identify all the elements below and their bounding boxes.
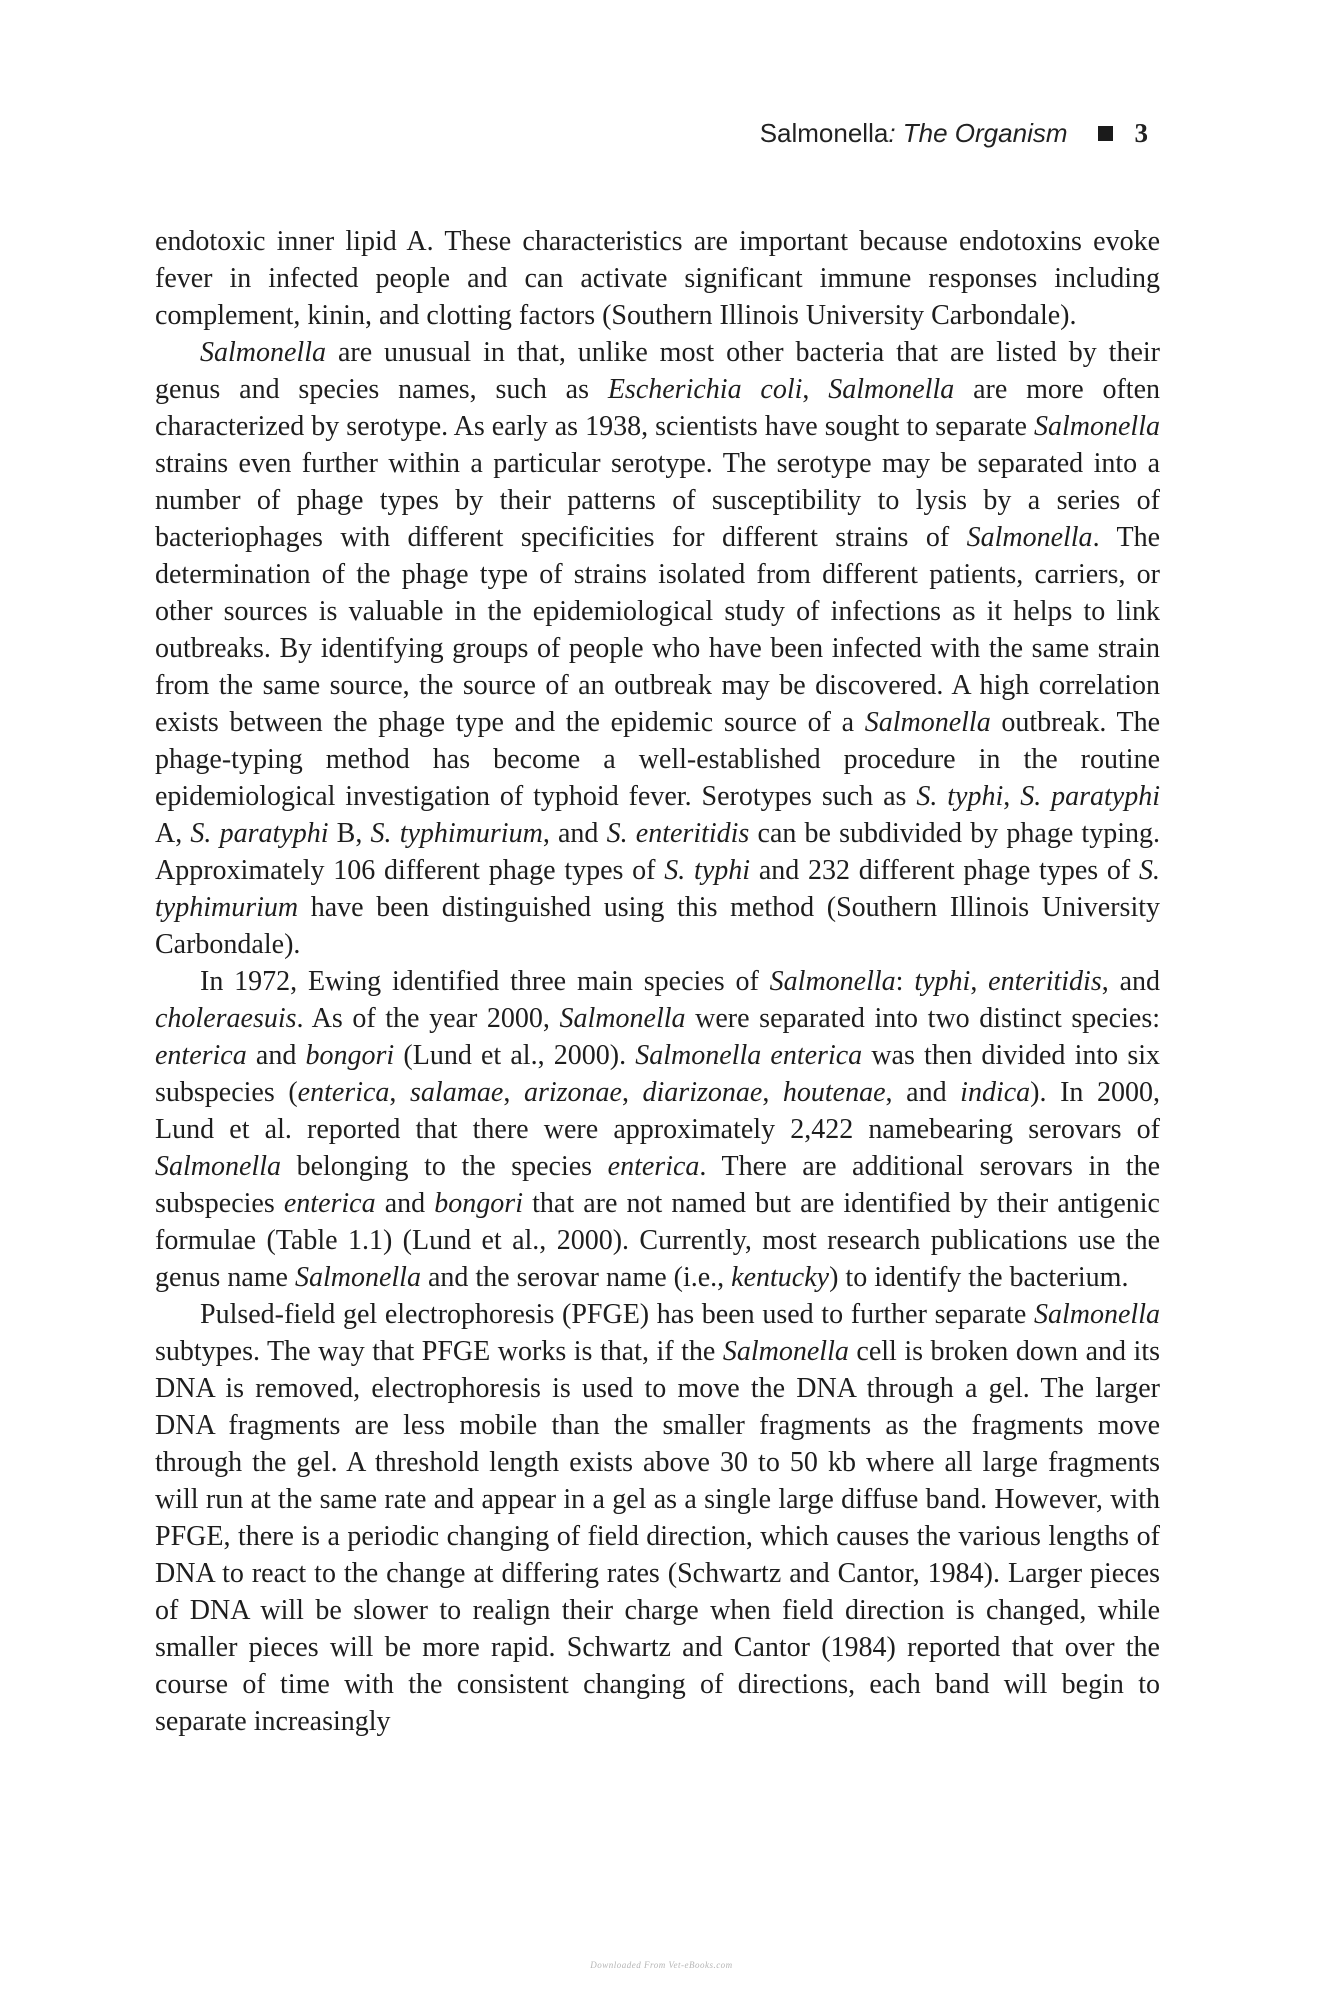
text-run: . The determination of the phage type of strains isolated from different patients, carriers, or other sources is valuable in the epidemiological study of infections as it helps to link outbreaks. By identifying groups of people who have been infected with the same strain from the same source, the source of an outbreak may be discovered. A high correlation exists between the phage type and the epidemic source of a	[155, 522, 1160, 738]
text-run: ) to identify the bacterium.	[829, 1262, 1129, 1293]
text-run: ). In 2000, Lund et al. reported that there were approximately 2,422 namebearing serovars of	[155, 1077, 1161, 1145]
italic-run: Salmonella	[769, 966, 896, 997]
text-run: endotoxic inner lipid A. These characteristics are important because endotoxins evoke fever in infected people and can activate significant immune responses including complement, kinin, and clotting factors (Southern Illinois University Carbondale).	[155, 226, 1160, 331]
italic-run: arizonae	[523, 1077, 622, 1108]
square-bullet-icon	[1098, 126, 1113, 141]
text-run: ,	[389, 1077, 411, 1108]
italic-run: Escherichia coli	[607, 374, 803, 405]
text-run: strains even further within a particular serotype. The serotype may be separated into a number of phage types by their patterns of susceptibility to lysis by a series of bacteriophages with different specificities for different strains of	[155, 448, 1160, 553]
italic-run: S. typhimurium	[155, 855, 1160, 923]
italic-run: Salmonella enterica	[635, 1040, 863, 1071]
italic-run: kentucky	[731, 1262, 830, 1293]
italic-run: S. paratyphi	[190, 818, 329, 849]
italic-run: choleraesuis	[155, 1003, 297, 1034]
footer-watermark: Downloaded From Vet-eBooks.com	[590, 1960, 733, 1970]
italic-run: Salmonella	[1034, 1299, 1160, 1330]
text-run: Pulsed-field gel electrophoresis (PFGE) has been used to further separate	[200, 1299, 1034, 1330]
italic-run: Salmonella	[294, 1262, 421, 1293]
text-run: and	[375, 1188, 435, 1219]
running-head	[760, 118, 1148, 149]
italic-run: houtenae	[782, 1077, 886, 1108]
text-run: In 1972, Ewing identified three main species of	[200, 966, 770, 997]
text-run: subtypes. The way that PFGE works is that, if the	[155, 1336, 723, 1367]
italic-run: enterica	[283, 1188, 376, 1219]
text-run: was then divided into six subspecies (	[155, 1040, 1160, 1108]
italic-run: Salmonella	[864, 707, 991, 738]
italic-run: Salmonella	[722, 1336, 849, 1367]
italic-run: Salmonella	[966, 522, 1093, 553]
text-run: B,	[328, 818, 371, 849]
text-run: , and	[1101, 966, 1160, 997]
italic-run: enterica	[607, 1151, 700, 1182]
text-run: were separated into two distinct species:	[685, 1003, 1160, 1034]
text-run: and	[246, 1040, 306, 1071]
italic-run: indica	[960, 1077, 1031, 1108]
paragraph	[155, 334, 1160, 963]
italic-run: S. paratyphi	[1020, 781, 1161, 812]
text-run: ,	[1003, 781, 1021, 812]
page-number: 3	[1134, 118, 1148, 148]
text-run: belonging to the species	[281, 1151, 608, 1182]
italic-run: bongori	[434, 1188, 523, 1219]
paragraph	[155, 223, 1160, 334]
italic-run: typhi	[914, 966, 971, 997]
text-run: ,	[762, 1077, 783, 1108]
italic-run: S. enteritidis	[606, 818, 750, 849]
italic-run: diarizonae	[642, 1077, 763, 1108]
paragraph	[155, 1296, 1160, 1740]
italic-run: enteritidis	[988, 966, 1102, 997]
text-run: can be subdivided by phage typing. Approximately 106 different phage types of	[155, 818, 1160, 886]
text-run: . There are additional serovars in the subspecies	[155, 1151, 1161, 1219]
text-run: and 232 different phage types of	[750, 855, 1139, 886]
italic-run: S. typhi	[664, 855, 751, 886]
italic-run: S. typhi	[916, 781, 1004, 812]
italic-run: S. typhimurium	[370, 818, 543, 849]
text-run: outbreak. The phage-typing method has become a well-established procedure in the routine epidemiological investigation of typhoid fever. Serotypes such as	[155, 707, 1161, 812]
text-run: (Lund et al., 2000).	[394, 1040, 636, 1071]
italic-run: bongori	[305, 1040, 395, 1071]
italic-run: Salmonella	[1034, 411, 1160, 442]
italic-run: Salmonella	[155, 1151, 281, 1182]
running-head-title-italic: : The Organism	[888, 118, 1068, 148]
text-run: ,	[621, 1077, 643, 1108]
running-head-title-plain: Salmonella	[759, 118, 889, 148]
text-run: , and	[542, 818, 607, 849]
italic-run: enterica	[297, 1077, 390, 1108]
italic-run: salamae	[410, 1077, 504, 1108]
text-run: are unusual in that, unlike most other bacteria that are listed by their genus and species names, such as	[155, 337, 1160, 405]
text-run: have been distinguished using this method (Southern Illinois University Carbondale).	[155, 892, 1160, 960]
italic-run: Salmonella	[200, 337, 326, 368]
text-run: A,	[155, 818, 191, 849]
text-run: . As of the year 2000,	[296, 1003, 560, 1034]
text-run: ,	[503, 1077, 524, 1108]
text-run: cell is broken down and its DNA is removed, electrophoresis is used to move the DNA through a gel. The larger DNA fragments are less mobile than the smaller fragments as the fragments move through the gel. A threshold length exists above 30 to 50 kb where all large fragments will run at the same rate and appear in a gel as a single large diffuse band. However, with PFGE, there is a periodic changing of field direction, which causes the various lengths of DNA to react to the change at differing rates (Schwartz and Cantor, 1984). Larger pieces of DNA will be slower to realign their charge when field direction is changed, while smaller pieces will be more rapid. Schwartz and Cantor (1984) reported that over the course of time with the consistent changing of directions, each band will begin to separate increasingly	[155, 1336, 1160, 1737]
text-run: are more often characterized by serotype. As early as 1938, scientists have sought to separate	[155, 374, 1161, 442]
text-run: and the serovar name (i.e.,	[420, 1262, 732, 1293]
body-text	[155, 223, 1160, 1740]
italic-run: enterica	[155, 1040, 247, 1071]
text-run: , and	[885, 1077, 961, 1108]
italic-run: Salmonella	[559, 1003, 686, 1034]
text-run: ,	[802, 374, 829, 405]
paragraph	[155, 963, 1160, 1296]
italic-run: Salmonella	[828, 374, 955, 405]
text-run: ,	[970, 966, 989, 997]
text-run: that are not named but are identified by their antigenic formulae (Table 1.1) (Lund et al., 2000). Currently, most research publications use the genus name	[155, 1188, 1160, 1293]
text-run: :	[895, 966, 915, 997]
running-head-title	[760, 118, 1068, 149]
